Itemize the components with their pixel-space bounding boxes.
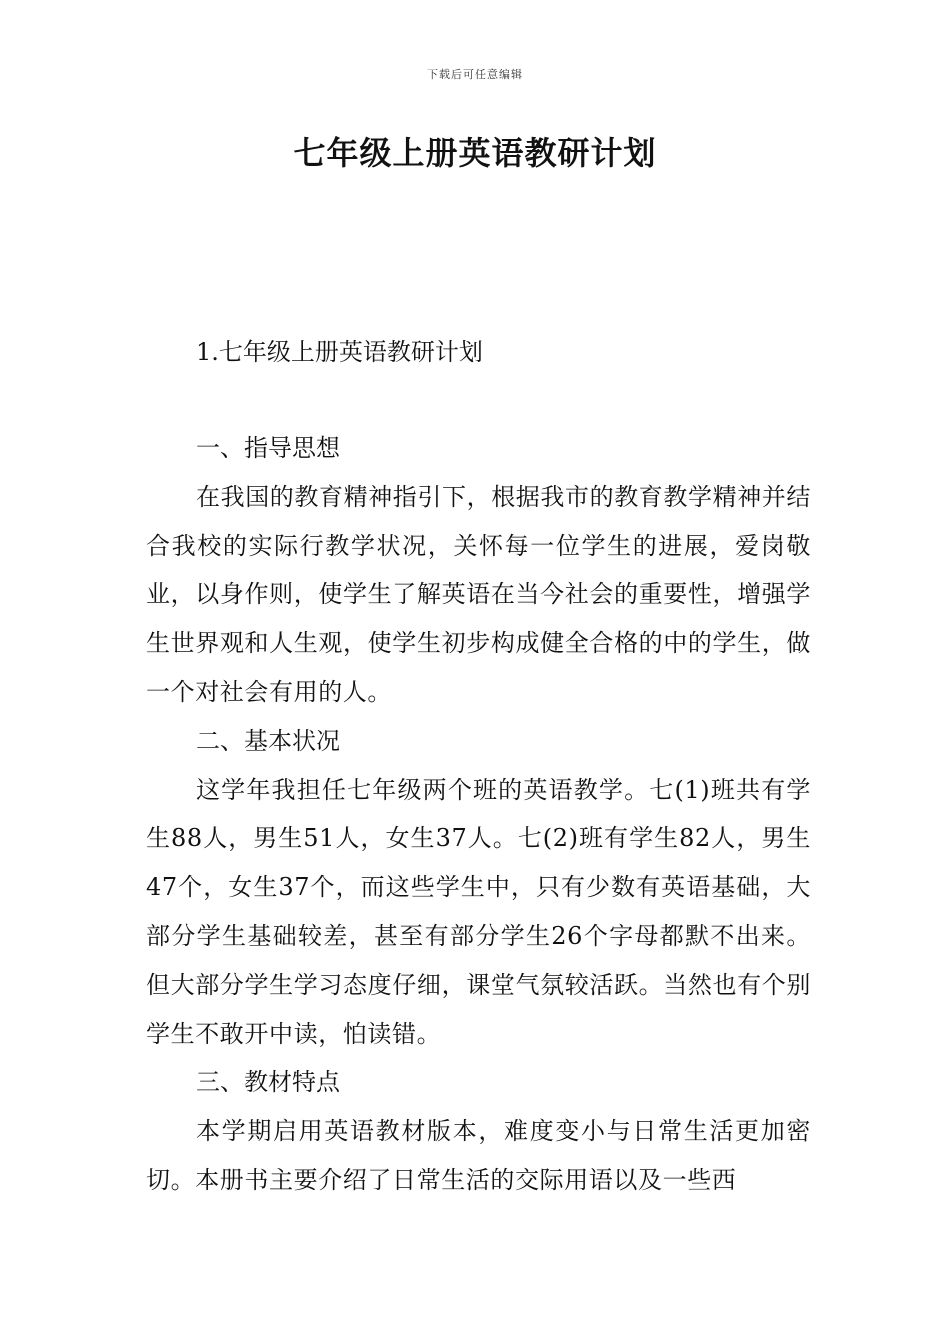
section-heading-guiding-ideology: 一、指导思想 bbox=[196, 434, 340, 462]
section-paragraph-basic-situation: 这学年我担任七年级两个班的英语教学。七(1)班共有学生88人，男生51人，女生37人。七(2)班有学生82人，男生47个，女生37个，而这些学生中，只有少数有英语基础，大部分学生基础较差，甚至有部分学生26个字母都默不出来。但大部分学生学习态度仔细，课堂气氛较活跃。当然也有个别学生不敢开中读，怕读错。 bbox=[146, 775, 811, 1048]
document-title: 七年级上册英语教研计划 bbox=[293, 134, 657, 172]
section-heading-textbook-features: 三、教材特点 bbox=[196, 1068, 340, 1097]
document-subtitle: 1.七年级上册英语教研计划 bbox=[196, 338, 483, 366]
header-note: 下载后可任意编辑 bbox=[427, 68, 523, 81]
section-paragraph-guiding-ideology: 在我国的教育精神指引下，根据我市的教育教学精神并结合我校的实际行教学状况，关怀每一位学生的进展，爱岗敬业，以身作则，使学生了解英语在当今社会的重要性，增强学生世界观和人生观，使学生初步构成健全合格的中的学生，做一个对社会有用的人。 bbox=[146, 482, 811, 706]
section-heading-basic-situation: 二、基本状况 bbox=[196, 726, 340, 755]
document-body bbox=[146, 424, 811, 1205]
section-paragraph-textbook-features: 本学期启用英语教材版本，难度变小与日常生活更加密切。本册书主要介绍了日常生活的交际用语以及一些西 bbox=[146, 1117, 811, 1194]
